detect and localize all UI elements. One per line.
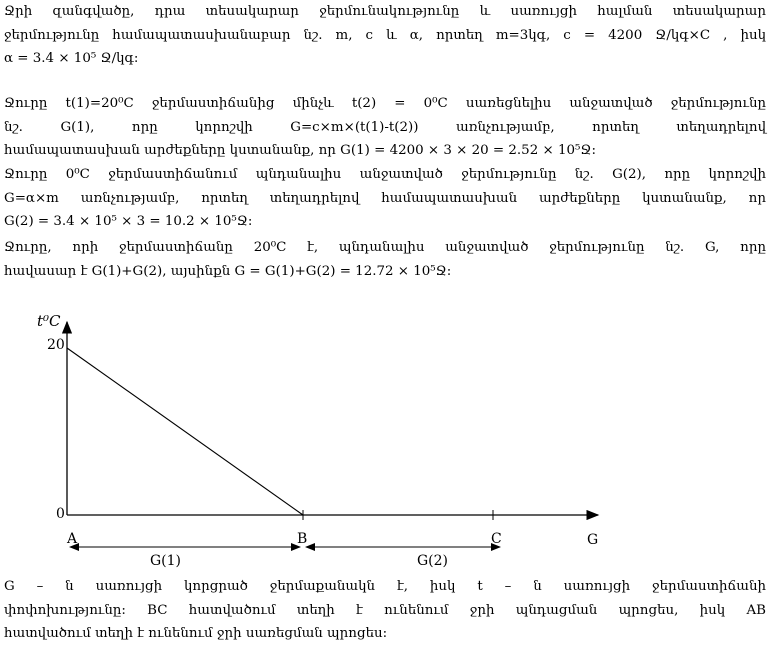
text-line: Ջուրը t(1)=20⁰C ջերմաստիճանից մինչև t(2) = 0⁰C սառեցնելիս անջատված ջերմությունը	[4, 96, 766, 111]
text-line: համապատասխան արժեքները կստանանք, որ G(1) = 4200 × 3 × 20 = 2.52 × 10⁵Ջ:	[4, 143, 596, 158]
text-line: ջերմությունը համապատասխանաբար նշ. m, c և α, որտեղ m=3կգ, c = 4200 Ջ/կգ×C , իսկ	[4, 27, 766, 43]
text-line: Ջուրը 0⁰C ջերմաստիճանում պնդանալիս անջատված ջերմությունը նշ. G(2), որը կորոշվի	[4, 167, 766, 182]
y-tick-20: 20	[47, 337, 65, 353]
cooling-line	[67, 348, 303, 515]
text-line: Ջուրը, որի ջերմաստիճանը 20⁰C է, պնդանալիս անջատված ջերմությունը նշ. G, որը	[4, 240, 766, 255]
point-a-label: A	[67, 531, 78, 547]
text-line: հատվածում տեղի է ունենում ջրի սառեցման պրոցես:	[4, 626, 388, 641]
text-line: G(2) = 3.4 × 10⁵ × 3 = 10.2 × 10⁵Ջ:	[4, 214, 253, 229]
point-b-label: B	[297, 531, 308, 547]
y-tick-0: 0	[56, 506, 65, 522]
point-c-label: C	[491, 531, 502, 547]
interval-1-label: G(1)	[150, 553, 182, 569]
text-line: G – ն սառույցի կորցրած ջերմաքանակն է, իսկ t – ն սառույցի ջերմաստիճանի	[4, 579, 766, 594]
text-line: G=α×m առնչությամբ, որտեղ տեղադրելով համապատասխան արժեքները կստանանք, որ	[4, 190, 766, 206]
x-axis-label: G	[587, 532, 599, 548]
text-line: նշ. G(1), որը կորոշվի G=c×m×(t(1)-t(2)) առնչությամբ, որտեղ տեղադրելով	[4, 119, 766, 135]
paragraph-2	[4, 92, 766, 163]
text-line: փոփոխությունը: BC հատվածում տեղի է ունենում ջրի պնդացման պրոցես, իսկ AB	[4, 602, 766, 618]
paragraph-3	[4, 163, 766, 234]
paragraph-1	[4, 0, 766, 71]
temperature-heat-graph	[0, 300, 771, 570]
interval-2-label: G(2)	[417, 553, 449, 569]
paragraph-5	[4, 575, 766, 646]
y-axis-label: t⁰C	[37, 312, 61, 330]
paragraph-4	[4, 236, 766, 283]
text-line: Ջրի զանգվածը, դրա տեսակարար ջերմունակությունը և սառույցի հալման տեսակարար	[4, 4, 766, 19]
text-line: α = 3.4 × 10⁵ Ջ/կգ:	[4, 51, 139, 66]
text-line: հավասար է G(1)+G(2), այսինքն G = G(1)+G(2) = 12.72 × 10⁵Ջ:	[4, 263, 452, 279]
